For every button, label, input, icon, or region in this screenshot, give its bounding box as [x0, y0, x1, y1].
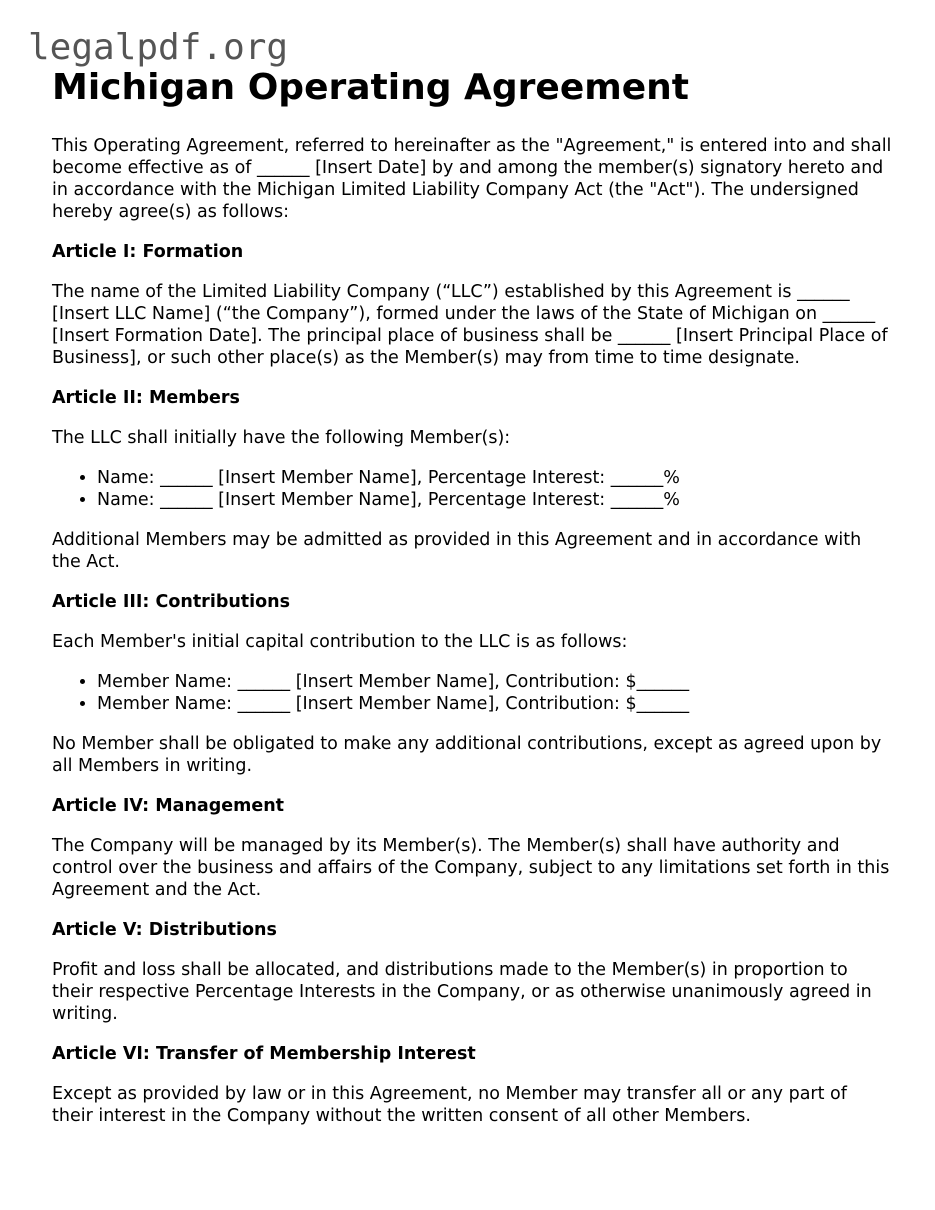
article-2-heading: Article II: Members [52, 388, 240, 408]
article-1-heading: Article I: Formation [52, 242, 244, 262]
intro-paragraph: This Operating Agreement, referred to hereinafter as the "Agreement," is entered into and shall become effective as of ______ [Insert Date] by and among the member(s) signatory hereto and in accordance with the Michigan Limited Liability Company Act (the "Act"). The undersigned hereby agree(s) as follows: [52, 136, 892, 222]
list-item: • Member Name: ______ [Insert Member Name], Contribution: $______ [97, 693, 892, 715]
document-title: Michigan Operating Agreement [52, 67, 689, 108]
document-body [52, 66, 892, 1127]
article-3-heading: Article III: Contributions [52, 592, 291, 612]
article-5-text: Profit and loss shall be allocated, and distributions made to the Member(s) in proportion to their respective Percentage Interests in the Company, or as otherwise unanimously agreed in writing. [52, 960, 872, 1024]
site-watermark: legalpdf.org [28, 27, 289, 68]
article-2-text-2: Additional Members may be admitted as provided in this Agreement and in accordance with the Act. [52, 530, 862, 572]
list-item: • Name: ______ [Insert Member Name], Percentage Interest: ______% [97, 467, 892, 489]
article-4-text: The Company will be managed by its Member(s). The Member(s) shall have authority and control over the business and affairs of the Company, subject to any limitations set forth in this Agreement and the Act. [52, 836, 890, 900]
article-1-text: The name of the Limited Liability Company (“LLC”) established by this Agreement is ______ [Insert LLC Name] (“the Company”), formed under the laws of the State of Michigan on ______ [Insert Formation Date]. The principal place of business shall be ______ [Insert Principal Place of Business], or such other place(s) as the Member(s) may from time to time designate. [52, 282, 888, 368]
list-item: • Name: ______ [Insert Member Name], Percentage Interest: ______% [97, 489, 892, 511]
members-list [52, 467, 892, 511]
article-5-heading: Article V: Distributions [52, 920, 277, 940]
article-4-heading: Article IV: Management [52, 796, 285, 816]
article-3-text-2: No Member shall be obligated to make any additional contributions, except as agreed upon by all Members in writing. [52, 734, 882, 776]
list-item: • Member Name: ______ [Insert Member Name], Contribution: $______ [97, 671, 892, 693]
article-2-text: The LLC shall initially have the following Member(s): [52, 428, 511, 448]
article-3-text: Each Member's initial capital contribution to the LLC is as follows: [52, 632, 628, 652]
contributions-list [52, 671, 892, 715]
article-6-text: Except as provided by law or in this Agreement, no Member may transfer all or any part of their interest in the Company without the written consent of all other Members. [52, 1084, 847, 1126]
article-6-heading: Article VI: Transfer of Membership Interest [52, 1044, 476, 1064]
